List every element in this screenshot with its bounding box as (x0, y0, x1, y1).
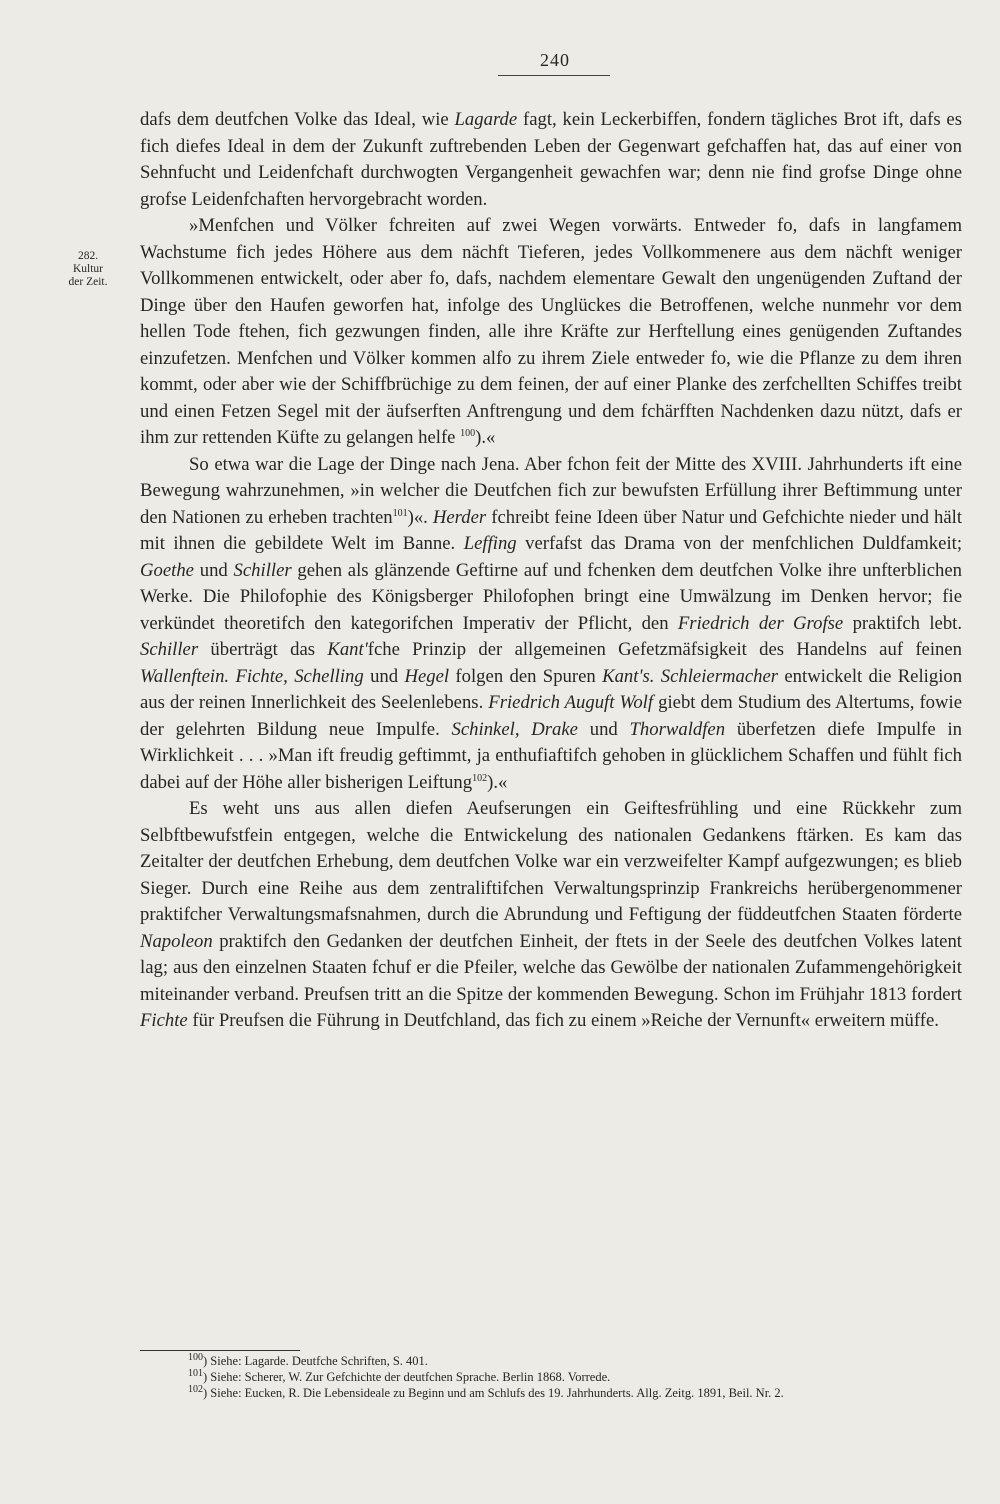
text-run: ).« (487, 771, 508, 793)
text-run: verfafst das Drama von der menfchlichen Duldfamkeit; (525, 533, 963, 554)
paragraph (140, 796, 962, 1035)
italic-name: Schinkel, Drake (451, 718, 578, 740)
italic-name: Friedrich der Grofse (677, 612, 844, 634)
italic-name: Leffing (463, 533, 517, 554)
margin-note-line: der Zeit. (68, 276, 108, 288)
margin-note-number: 282. (77, 250, 99, 262)
italic-name: Schiller (233, 559, 292, 581)
footnote-paren: ) (203, 1354, 211, 1368)
footnote-number: 101 (188, 1367, 203, 1379)
text-run: fchreibt feine Ideen über Natur und Gefchichte nieder und hält mit ihnen die gebildete Welt im Banne. (140, 506, 963, 554)
footnote-paren: ) (203, 1370, 211, 1384)
italic-name: Kant' (327, 639, 368, 660)
footnote-rule (140, 1350, 300, 1351)
text-run: gehen als glänzende Geftirne auf und fchenken dem deutfchen Volke ihre unfterblichen Werke. Die Philofophie des Königsberger Philofophen bringt eine Umwälzung im Denken hervor; fie verkündet theoretifch den kategorifchen Imperativ der Pflicht, den (140, 559, 963, 634)
italic-name: Schleiermacher (660, 665, 779, 687)
footnote (188, 1385, 968, 1401)
margin-note (48, 250, 128, 289)
italic-name: Hegel (404, 665, 450, 687)
text-run: praktifch lebt. (852, 612, 963, 634)
italic-name: Fichte, Schelling (235, 665, 364, 687)
italic-name: Thorwaldfen (629, 718, 726, 740)
text-run: ).« (475, 427, 496, 448)
text-run: und (199, 559, 228, 581)
text-run: giebt dem Studium des Altertums, fowie der gelehrten Bildung neue Impulfe. (140, 692, 963, 740)
text-run: und (589, 718, 618, 740)
text-run: So etwa war die Lage der Dinge nach Jena. Aber fchon feit der Mitte des XVIII. Jahrhunderts ift eine Bewegung wahrzunehmen, »in welcher die Deutfchen fich zur bewufsten Erfüllung ihrer Beftimmung unter den Nationen zu erheben trachten (140, 453, 962, 528)
text-run: überträgt das (210, 639, 316, 660)
footnote (188, 1353, 968, 1369)
margin-note-line: Kultur (72, 263, 104, 275)
footnote-number: 102 (188, 1383, 203, 1395)
text-run: überfetzen diefe Impulfe in Wirklichkeit . . . »Man ift freudig geftimmt, ja enthufiaftifch gehoben in glücklichem Schaffen und fühlt fich dabei auf der Höhe aller bisherigen Leiftung (140, 718, 963, 793)
italic-name: Schiller (140, 639, 199, 660)
footnote-text: Siehe: Scherer, W. Zur Gefchichte der deutfchen Sprache. Berlin 1868. Vorrede. (210, 1370, 611, 1384)
paragraph (140, 452, 962, 797)
text-run: praktifch den Gedanken der deutfchen Einheit, der ftets in der Seele des deutfchen Volkes latent lag; aus den einzelnen Staaten fchuf er die Pfeiler, welche das Gewölbe der nationalen Zufammengehörigkeit miteinander verband. Preufsen tritt an die Spitze der kommenden Bewegung. Schon im Frühjahr 1813 fordert (140, 930, 963, 1005)
text-run: für Preufsen die Führung in Deutfchland, das fich zu einem »Reiche der Vernunft« erweitern müffe. (192, 1010, 939, 1031)
italic-name: Lagarde (454, 109, 518, 130)
paragraph (140, 213, 962, 452)
italic-name: Fichte (140, 1010, 188, 1031)
footnote-text: Siehe: Lagarde. Deutfche Schriften, S. 401. (210, 1354, 428, 1368)
footnote-paren: ) (203, 1386, 211, 1400)
italic-name: Herder (432, 506, 487, 528)
text-run: folgen den Spuren (455, 665, 596, 687)
text-run: fagt, kein Leckerbiffen, fondern tägliches Brot ift, dafs es fich diefes Ideal in dem der Zukunft zuftrebenden Leben der Gegenwart gefchaffen hat, das auf einer von Sehnfucht und Leidenfchaft durchwogten Vergangenheit gewachfen war; denn nie find grofse Dinge ohne grofse Leidenfchaften hervorgebracht worden. (140, 109, 962, 210)
page-number: 240 (540, 50, 570, 70)
italic-name: Kant's. (602, 665, 655, 687)
paragraph (140, 107, 962, 213)
text-run: und (370, 665, 399, 687)
footnote-text: Siehe: Eucken, R. Die Lebensideale zu Beginn und am Schlufs des 19. Jahrhunderts. Allg. Zeitg. 1891, Beil. Nr. 2. (210, 1386, 784, 1400)
text-run: )«. (407, 506, 428, 528)
footnote-ref: 101 (392, 507, 408, 519)
footnotes (188, 1353, 968, 1401)
footnote-ref: 100 (460, 427, 476, 439)
body-text (140, 107, 962, 1035)
footnote-number: 100 (188, 1351, 203, 1363)
text-run: »Menfchen und Völker fchreiten auf zwei Wegen vorwärts. Entweder fo, dafs in langfamem Wachstume fich jedes Höhere aus dem nächft Tieferen, jedes Vollkommenere aus dem nächft weniger Vollkommenen entwickelt, oder aber fo, dafs, nachdem elementare Gewalt den ungenügenden Zuftand der Dinge über den Haufen geworfen hat, infolge des Unglückes die Betroffenen, welche nunmehr vor dem hellen Tode ftehen, fich gezwungen finden, alle ihre Kräfte zur Herftellung eines genügenden Zuftandes einzufetzen. Menfchen und Völker kommen alfo zu ihrem Ziele entweder fo, wie die Pflanze zu dem ihren kommt, oder aber wie der Schiffbrüchige zu dem feinen, der auf einer Planke des zerfchellten Schiffes treibt und einen Fetzen Segel mit der äufserften Anftrengung und dem fchärfften Nachdenken dazu nützt, dafs er ihm zur rettenden Küfte zu gelangen helfe (140, 215, 962, 448)
text-run: dafs dem deutfchen Volke das Ideal, wie (140, 109, 455, 130)
header-rule (498, 75, 610, 76)
italic-name: Friedrich Auguft Wolf (488, 692, 654, 713)
italic-name: Goethe (140, 559, 194, 581)
text-run: fche Prinzip der allgemeinen Gefetzmäfsigkeit des Handelns auf feinen (367, 639, 963, 660)
footnote (188, 1369, 968, 1385)
text-run: Es weht uns aus allen diefen Aeufserungen ein Geiftesfrühling und eine Rückkehr zum Selbftbewufstfein entgegen, welche die Entwickelung des nationalen Gedankens ftärken. Es kam das Zeitalter der deutfchen Erhebung, dem deutfchen Volke war ein verzweifelter Kampf aufgezwungen; es blieb Sieger. Durch eine Reihe aus dem zentraliftifchen Verwaltungsprinzip Frankreichs herübergenommener praktifcher Verwaltungsmafsnahmen, durch die Abrundung und Feftigung der füddeutfchen Staaten förderte (140, 798, 962, 925)
italic-name: Wallenftein. (140, 665, 230, 687)
footnote-ref: 102 (472, 772, 488, 784)
text-run: entwickelt die Religion aus der reinen Innerlichkeit des Seelenlebens. (140, 665, 963, 713)
italic-name: Napoleon (140, 930, 213, 952)
